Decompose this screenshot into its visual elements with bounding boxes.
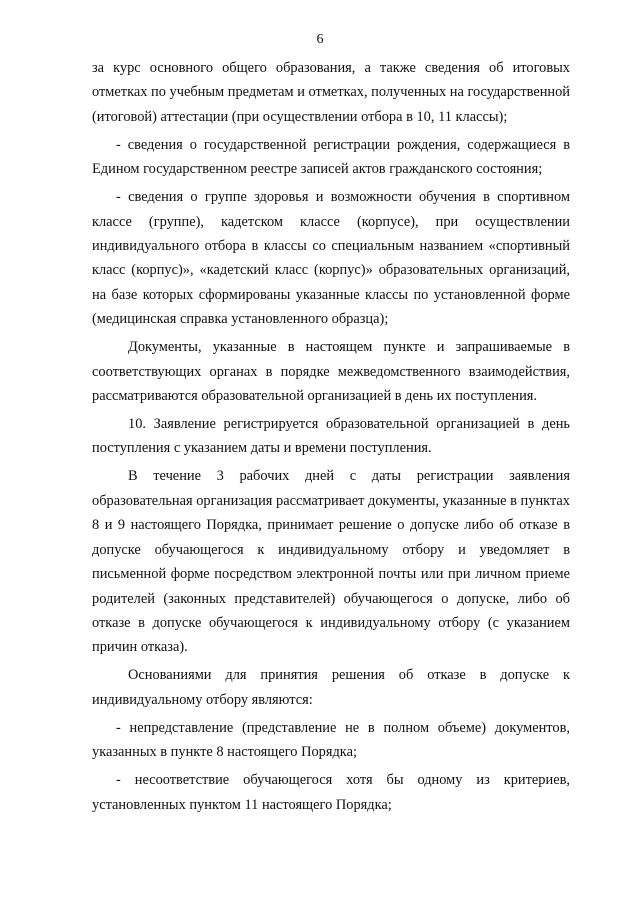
document-body — [92, 56, 570, 821]
paragraph-item-10: 10. Заявление регистрируется образовательной организацией в день поступления с указанием даты и времени поступления. — [92, 416, 570, 457]
paragraph-ground-missing-documents: - непредставление (представление не в полном объеме) документов, указанных в пункте 8 настоящего Порядка; — [92, 719, 570, 761]
paragraph-documents: Документы, указанные в настоящем пункте и запрашиваемые в соответствующих органах в порядке межведомственного взаимодействия, рассматриваются образовательной организацией в день их поступления. — [92, 339, 570, 405]
paragraph-health-group: - сведения о группе здоровья и возможности обучения в спортивном классе (группе), кадетском классе (корпусе), при осуществлении индивидуального отбора в классы со специальным названием «спортивный класс (корпус)», «кадетский класс (корпус)» образовательных организаций, на базе которых сформированы указанные классы по установленной форме (медицинская справка установленного образца); — [92, 189, 570, 328]
paragraph-refusal-grounds: Основаниями для принятия решения об отказе в допуске к индивидуальному отбору являются: — [92, 667, 570, 708]
paragraph-ground-criteria: - несоответствие обучающегося хотя бы одному из критериев, установленных пунктом 11 настоящего Порядка; — [92, 772, 570, 813]
paragraph-continuation: за курс основного общего образования, а также сведения об итоговых отметках по учебным предметам и отметках, полученных на государственной (итоговой) аттестации (при осуществлении отбора в 10, 11 классы); — [92, 60, 570, 125]
paragraph-birth-registration: - сведения о государственной регистрации рождения, содержащиеся в Едином государственном реестре записей актов гражданского состояния; — [92, 136, 570, 178]
paragraph-review-period: В течение 3 рабочих дней с даты регистрации заявления образовательная организация рассматривает документы, указанные в пунктах 8 и 9 настоящего Порядка, принимает решение о допуске либо об отказе в допуске обучающегося к индивидуальному отбору и уведомляет в письменной форме посредством электронной почты или при личном приеме родителей (законных представителей) обучающегося о допуске, либо об отказе в допуске обучающегося к индивидуальному отбору (с указанием причин отказа). — [92, 468, 571, 656]
page-number: 6 — [316, 32, 324, 47]
